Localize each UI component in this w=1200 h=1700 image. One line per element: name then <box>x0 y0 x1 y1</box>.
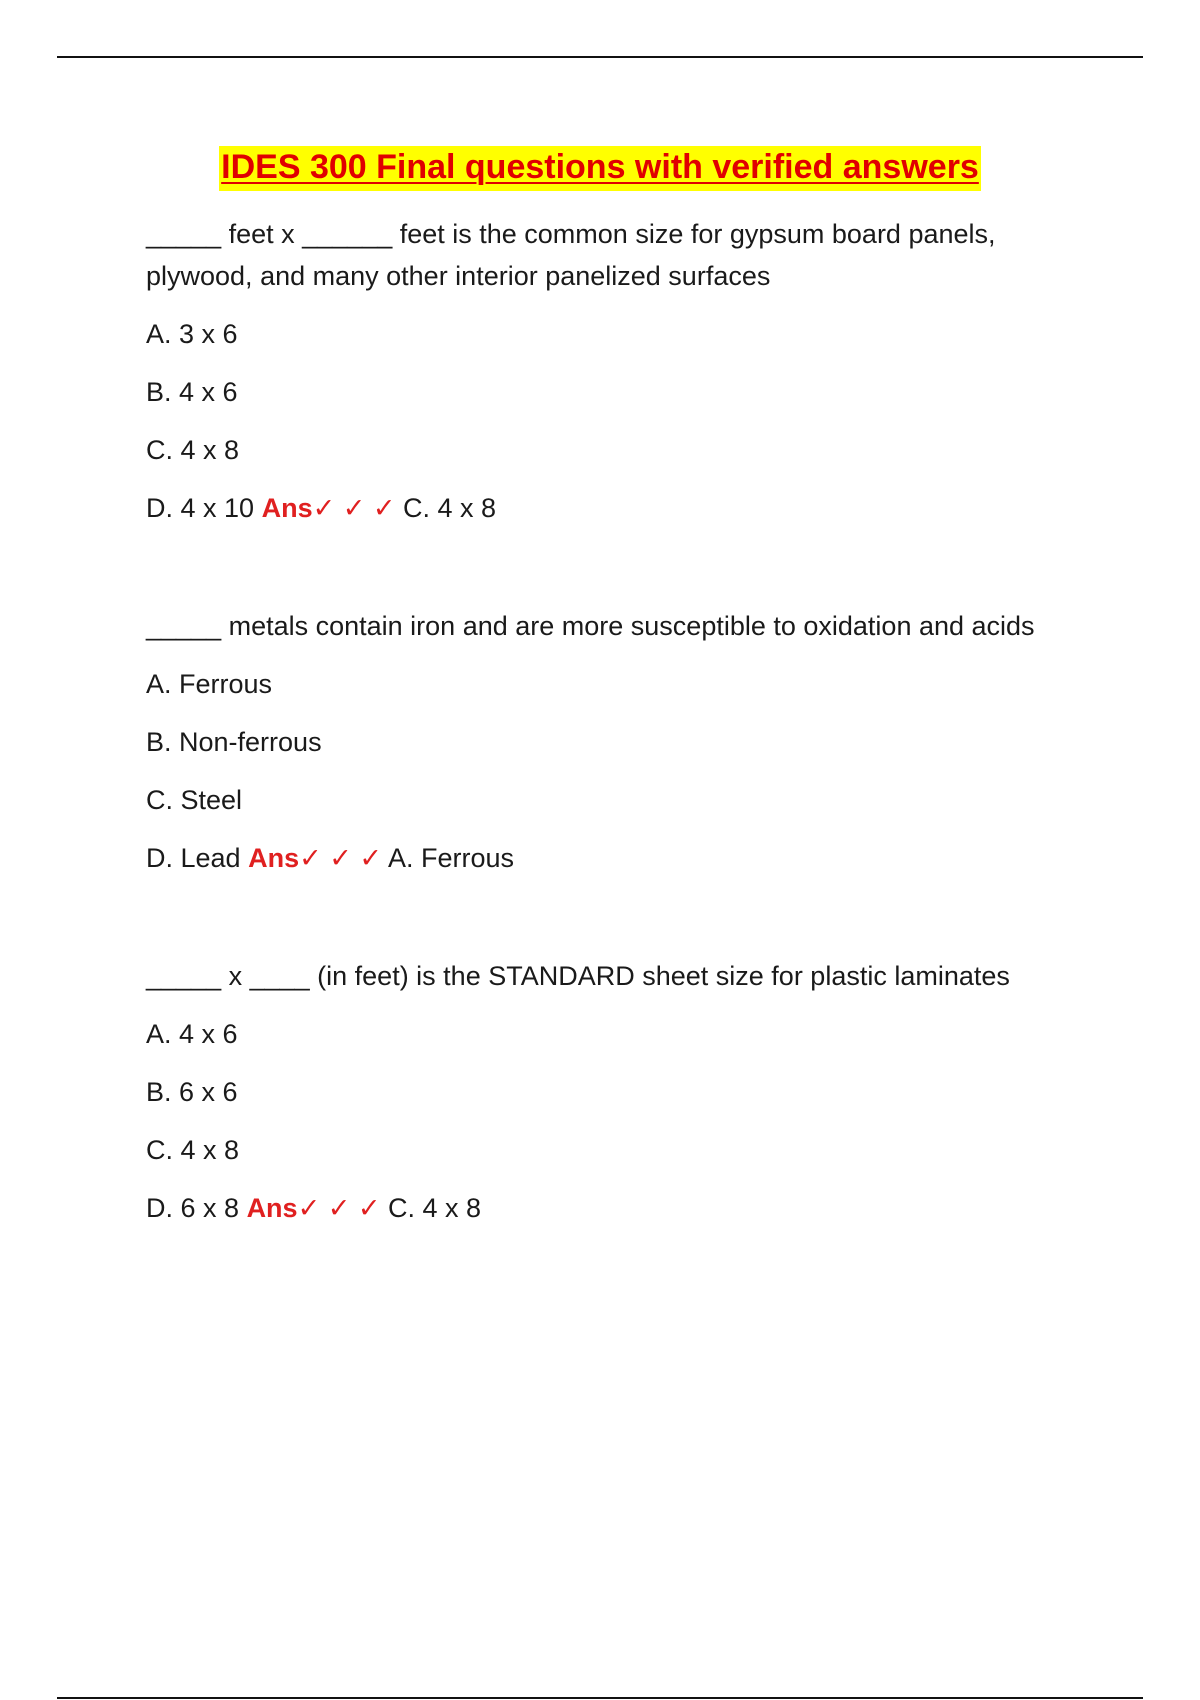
answer-label: Ans <box>248 843 300 873</box>
check-marks-icon: ✓ ✓ ✓ <box>312 493 396 523</box>
top-divider <box>57 56 1143 58</box>
option-d: D. Lead <box>146 843 241 873</box>
page-title: IDES 300 Final questions with verified answers <box>219 146 981 191</box>
quiz-content <box>146 213 1086 1305</box>
bottom-divider <box>57 1697 1143 1699</box>
question-block <box>146 955 1086 1229</box>
option-d: D. 6 x 8 <box>146 1193 240 1223</box>
question-prompt: _____ x ____ (in feet) is the STANDARD sheet size for plastic laminates <box>146 961 1010 991</box>
option-a: A. Ferrous <box>146 669 273 699</box>
check-marks-icon: ✓ ✓ ✓ <box>297 1193 381 1223</box>
answer-label: Ans <box>246 1193 298 1223</box>
option-b: B. 6 x 6 <box>146 1077 238 1107</box>
option-b: B. Non-ferrous <box>146 727 322 757</box>
question-block <box>146 213 1086 529</box>
answer-value: C. 4 x 8 <box>387 1193 482 1223</box>
question-prompt: _____ metals contain iron and are more susceptible to oxidation and acids <box>146 611 1035 641</box>
question-prompt: _____ feet x ______ feet is the common size for gypsum board panels, plywood, and many other interior panelized surfaces <box>146 219 996 291</box>
option-d-with-answer <box>146 837 1086 879</box>
question-block <box>146 605 1086 879</box>
option-d: D. 4 x 10 <box>146 493 255 523</box>
title-container <box>0 146 1200 191</box>
check-marks-icon: ✓ ✓ ✓ <box>299 843 382 873</box>
option-d-with-answer <box>146 487 1086 529</box>
answer-label: Ans <box>261 493 313 523</box>
option-a: A. 4 x 6 <box>146 1019 238 1049</box>
option-c: C. Steel <box>146 785 243 815</box>
option-b: B. 4 x 6 <box>146 377 238 407</box>
option-a: A. 3 x 6 <box>146 319 238 349</box>
option-c: C. 4 x 8 <box>146 435 240 465</box>
option-d-with-answer <box>146 1187 1086 1229</box>
option-c: C. 4 x 8 <box>146 1135 240 1165</box>
answer-value: C. 4 x 8 <box>402 493 497 523</box>
answer-value: A. Ferrous <box>388 843 515 873</box>
